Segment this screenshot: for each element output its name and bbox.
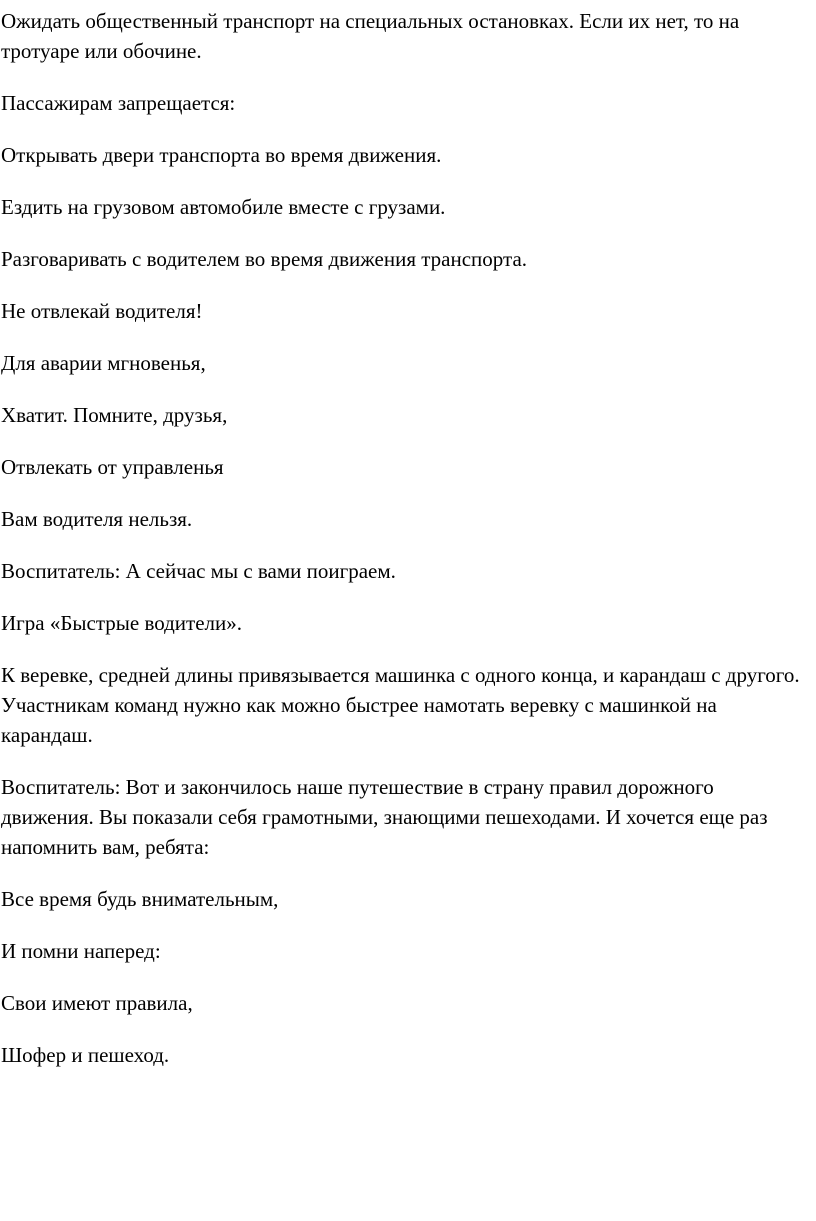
paragraph-1: Ожидать общественный транспорт на специальных остановках. Если их нет, то на тротуаре или обочине. [1,9,740,63]
paragraph-10: Вам водителя нельзя. [1,507,193,531]
paragraph-9: Отвлекать от управленья [1,455,224,479]
paragraph-15: Все время будь внимательным, [1,887,279,911]
paragraph-6: Не отвлекай водителя! [1,299,203,323]
paragraph-14: Воспитатель: Вот и закончилось наше путешествие в страну правил дорожного движения. Вы показали себя грамотными, знающими пешеходами. И хочется еще раз напомнить вам, ребята: [1,775,768,859]
paragraph-11: Воспитатель: А сейчас мы с вами поиграем. [1,559,396,583]
paragraph-4: Ездить на грузовом автомобиле вместе с грузами. [1,195,446,219]
paragraph-16: И помни наперед: [1,939,161,963]
paragraph-7: Для аварии мгновенья, [1,351,206,375]
paragraph-12: Игра «Быстрые водители». [1,611,243,635]
paragraph-5: Разговаривать с водителем во время движения транспорта. [1,247,528,271]
paragraph-3: Открывать двери транспорта во время движения. [1,143,442,167]
paragraph-13: К веревке, средней длины привязывается машинка с одного конца, и карандаш с другого. Участникам команд нужно как можно быстрее намотать веревку с машинкой на карандаш. [1,663,800,747]
paragraph-8: Хватит. Помните, друзья, [1,403,228,427]
paragraph-17: Свои имеют правила, [1,991,193,1015]
paragraph-2: Пассажирам запрещается: [1,91,236,115]
paragraph-18: Шофер и пешеход. [1,1043,170,1067]
